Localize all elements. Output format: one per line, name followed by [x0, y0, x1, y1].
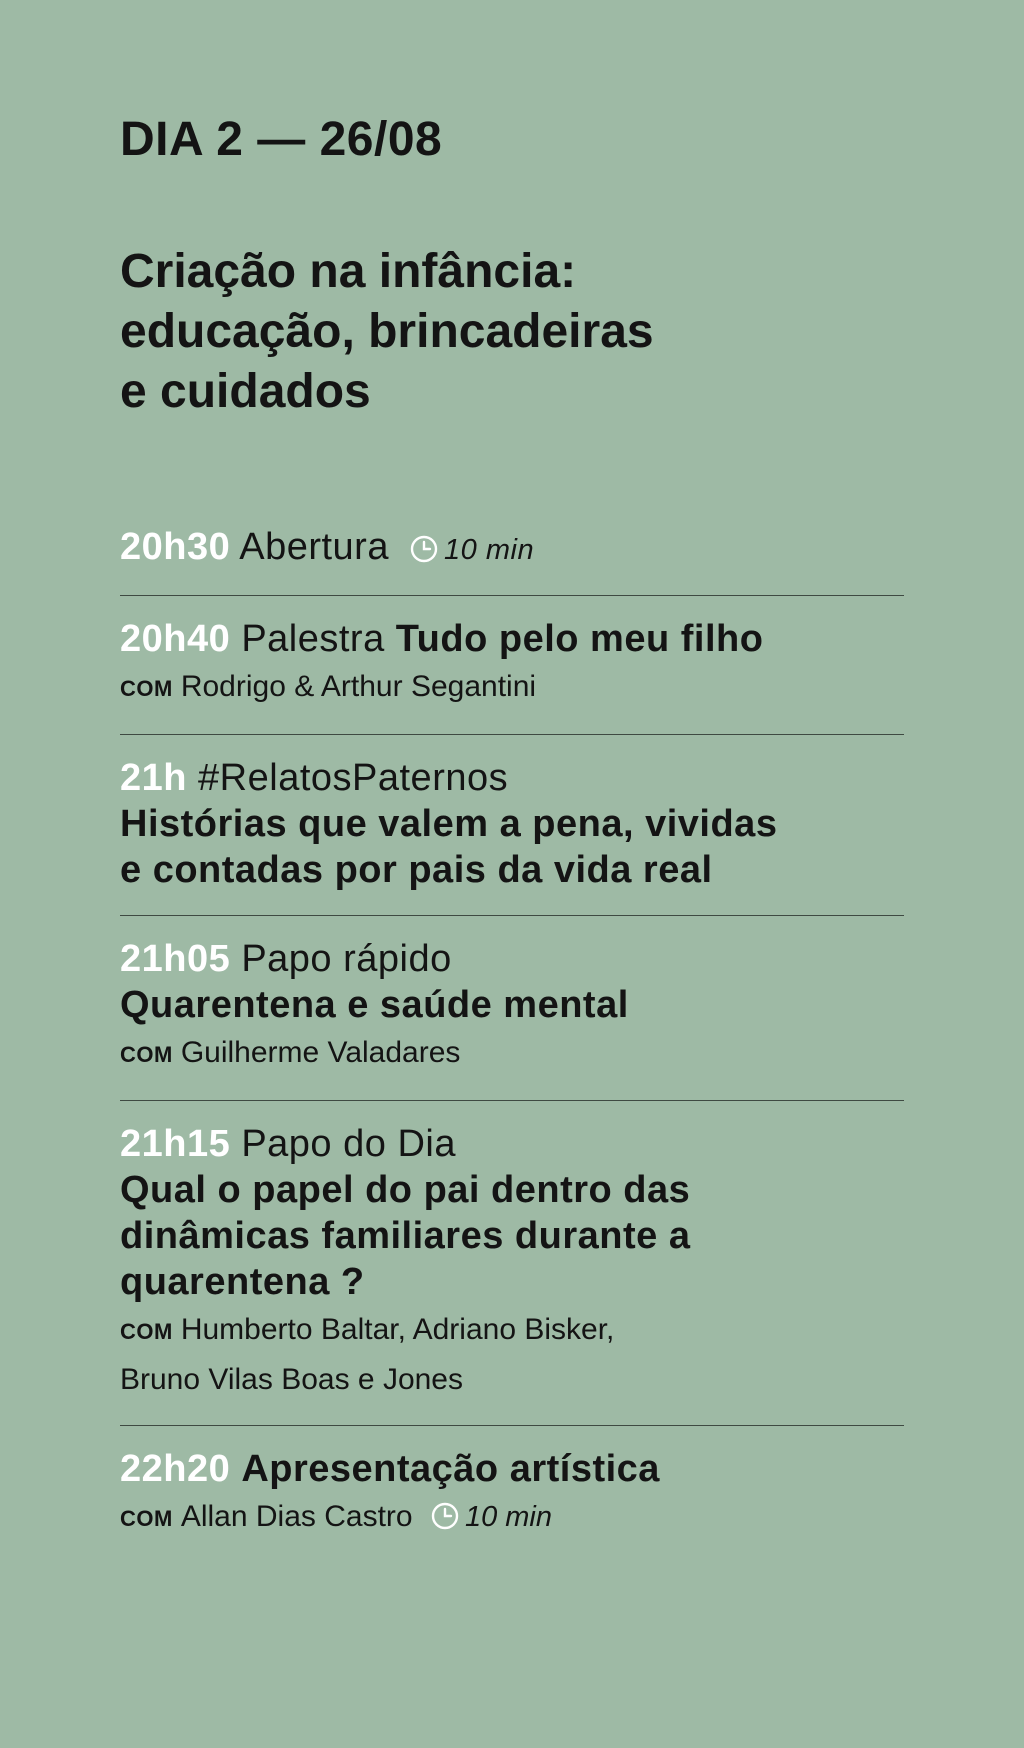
schedule-item-opening — [120, 524, 904, 596]
com-label: COM — [120, 1319, 173, 1344]
clock-icon — [410, 535, 438, 563]
schedule-item-day-talk — [120, 1101, 904, 1426]
item-time: 21h — [120, 757, 187, 799]
theme-line: educação, brincadeiras — [120, 305, 654, 358]
item-time: 21h15 — [120, 1123, 231, 1165]
item-duration: 10 min — [464, 1501, 552, 1533]
schedule-item-talk — [120, 596, 904, 735]
item-duration: 10 min — [444, 534, 535, 566]
schedule-item-relatos — [120, 735, 904, 916]
item-kind: Papo do Dia — [241, 1123, 456, 1165]
item-title-line: e contadas por pais da vida real — [120, 849, 713, 891]
item-speakers: Rodrigo & Arthur Segantini — [180, 670, 537, 703]
schedule-list — [120, 524, 904, 1564]
theme-line: Criação na infância: — [120, 245, 577, 298]
item-speakers-line: Bruno Vilas Boas e Jones — [120, 1363, 463, 1396]
item-time: 20h30 — [120, 526, 231, 568]
item-speakers: Guilherme Valadares — [180, 1036, 461, 1069]
item-title-line: dinâmicas familiares durante a — [120, 1215, 691, 1257]
item-title: Quarentena e saúde mental — [120, 984, 629, 1026]
item-title-line: Histórias que valem a pena, vividas — [120, 803, 778, 845]
theme-line: e cuidados — [120, 365, 371, 418]
day-heading: DIA 2 — 26/08 — [120, 113, 443, 166]
clock-icon — [431, 1502, 459, 1530]
item-kind: #RelatosPaternos — [198, 757, 509, 799]
item-title: Tudo pelo meu filho — [395, 618, 764, 660]
item-speakers: Allan Dias Castro — [180, 1500, 413, 1533]
item-time: 21h05 — [120, 938, 231, 980]
item-kind: Papo rápido — [241, 938, 452, 980]
item-time: 20h40 — [120, 618, 231, 660]
item-title-line: Qual o papel do pai dentro das — [120, 1169, 691, 1211]
schedule-item-artistic — [120, 1426, 904, 1564]
item-title-line: quarentena ? — [120, 1261, 365, 1303]
schedule-item-quick-talk — [120, 916, 904, 1101]
com-label: COM — [120, 676, 173, 701]
item-kind: Abertura — [239, 526, 389, 568]
com-label: COM — [120, 1506, 173, 1531]
com-label: COM — [120, 1042, 173, 1067]
item-time: 22h20 — [120, 1448, 231, 1490]
theme-title — [120, 242, 900, 422]
item-title: Apresentação artística — [241, 1448, 660, 1490]
item-kind: Palestra — [241, 618, 385, 660]
item-speakers-line: Humberto Baltar, Adriano Bisker, — [180, 1313, 615, 1346]
